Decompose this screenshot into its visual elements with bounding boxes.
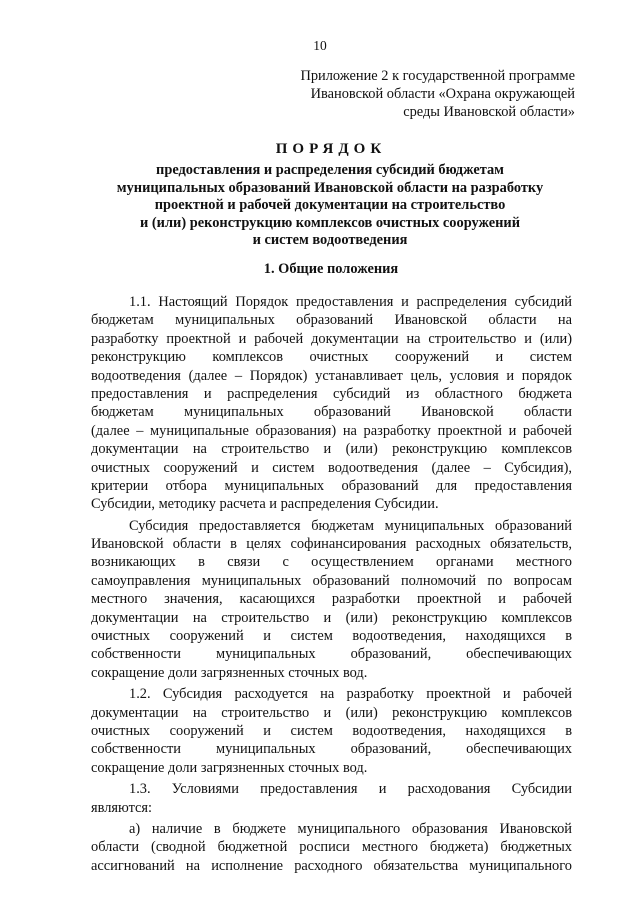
paragraph-line: документации на строительство и (или) реконструкцию комплексов [91, 704, 572, 721]
paragraph-line: очистных сооружений и систем водоотведения, находящихся в [91, 628, 572, 645]
document-title: ПОРЯДОК [275, 141, 387, 157]
paragraph-p1-3a [91, 820, 572, 875]
paragraph-p1-1b [91, 517, 572, 683]
paragraph-line: 1.2. Субсидия расходуется на разработку проектной и рабочей [129, 686, 572, 703]
paragraph-line: местного значения, касающихся разработки проектной и рабочей [91, 591, 572, 608]
page-number: 10 [313, 38, 327, 53]
subtitle-line: и систем водоотведения [252, 232, 408, 249]
paragraph-line: бюджетам муниципальных образований Ивановской области на [91, 312, 572, 329]
subtitle-line: проектной и рабочей документации на строительство [154, 197, 506, 214]
appendix-line: Приложение 2 к государственной программе [300, 68, 575, 84]
paragraph-line: Ивановской области в целях софинансирования расходных обязательств, [91, 536, 572, 553]
paragraph-line: 1.1. Настоящий Порядок предоставления и распределения субсидий [129, 294, 572, 310]
paragraph-line: области (сводной бюджетной росписи местного бюджета) бюджетных [91, 839, 572, 856]
paragraph-p1-3 [91, 780, 572, 817]
paragraph-line: Субсидия предоставляется бюджетам муниципальных образований [129, 517, 572, 534]
appendix-line: среды Ивановской области» [403, 104, 575, 120]
paragraph-line: критерии отбора муниципальных образований для предоставления [91, 477, 572, 494]
paragraph-line: разработку проектной и рабочей документации на строительство и (или) [91, 330, 572, 347]
paragraph-p1-2 [91, 685, 572, 777]
appendix-note [270, 67, 575, 121]
paragraph-line: 1.3. Условиями предоставления и расходования Субсидии [129, 781, 572, 798]
paragraph-line: (далее – муниципальные образования) на разработку проектной и рабочей [91, 422, 572, 439]
paragraph-line: сокращение доли загрязненных сточных вод. [91, 664, 368, 681]
paragraph-line: самоуправления муниципальных образований полномочий по вопросам [91, 572, 572, 589]
paragraph-line: документации на строительство и (или) реконструкцию комплексов [91, 441, 572, 458]
paragraph-line: водоотведения (далее – Порядок) устанавливает цель, условия и порядок [91, 367, 572, 384]
paragraph-p1-1 [91, 293, 572, 514]
paragraph-line: возникающих в связи с осуществлением органами местного [91, 554, 572, 571]
document-body [91, 293, 572, 875]
paragraph-line: Субсидии, методику расчета и распределения Субсидии. [91, 496, 439, 513]
subtitle-line: предоставления и распределения субсидий бюджетам [156, 162, 504, 178]
paragraph-line: сокращение доли загрязненных сточных вод. [91, 759, 368, 776]
subtitle-line: и (или) реконструкцию комплексов очистных сооружений [139, 214, 521, 231]
document-subtitle [60, 162, 600, 250]
paragraph-line: документации на строительство и (или) реконструкцию комплексов [91, 609, 572, 626]
paragraph-line: а) наличие в бюджете муниципального образования Ивановской [129, 820, 572, 837]
paragraph-line: очистных сооружений и систем водоотведения, находящихся в [91, 722, 572, 739]
appendix-line: Ивановской области «Охрана окружающей [310, 86, 575, 102]
paragraph-line: реконструкцию комплексов очистных сооружений и систем [91, 349, 572, 366]
paragraph-line: предоставления и распределения субсидий из областного бюджета [91, 385, 572, 402]
paragraph-line: ассигнований на исполнение расходного обязательства муниципального [91, 857, 572, 874]
paragraph-line: собственности муниципальных образований, обеспечивающих [91, 646, 572, 663]
paragraph-line: собственности муниципальных образований, обеспечивающих [91, 741, 572, 758]
paragraph-line: бюджетам муниципальных образований Ивановской области [91, 404, 572, 421]
section-heading: 1. Общие положения [263, 261, 399, 277]
paragraph-line: являются: [91, 799, 153, 816]
subtitle-line: муниципальных образований Ивановской области на разработку [116, 179, 544, 196]
paragraph-line: очистных сооружений и систем водоотведения (далее – Субсидия), [91, 459, 572, 476]
